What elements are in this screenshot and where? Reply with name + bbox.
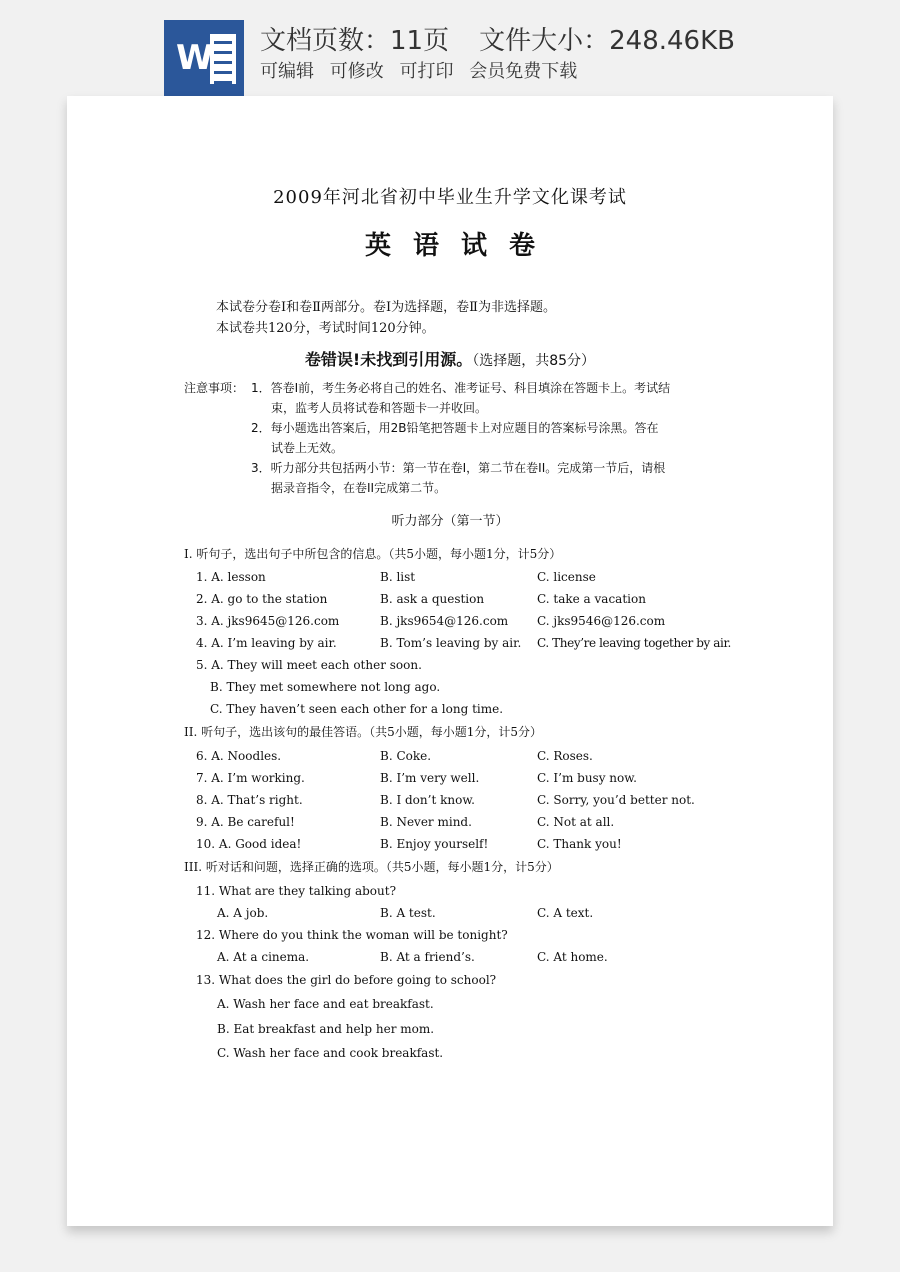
- document-stats: [260, 20, 735, 57]
- document-features: [260, 57, 587, 83]
- q13-option-a: A. Wash her face and eat breakfast.: [217, 997, 434, 1011]
- q5-option-a: 5. A. They will meet each other soon.: [196, 658, 422, 672]
- page-count-label: 文档页数：: [260, 26, 391, 56]
- q8-option-a: 8. A. That’s right.: [196, 793, 303, 807]
- q11-option-c: C. A text.: [537, 906, 594, 920]
- q8-option-b: B. I don’t know.: [380, 793, 475, 807]
- feature-member-download: 会员免费下载: [469, 61, 578, 82]
- intro-line-1: 本试卷分卷Ⅰ和卷Ⅱ两部分。卷Ⅰ为选择题，卷Ⅱ为非选择题。: [216, 300, 556, 315]
- notice-2-line-2: 试卷上无效。: [271, 441, 344, 455]
- q3-option-c: C. jks9546@126.com: [537, 614, 666, 628]
- q12-option-c: C. At home.: [537, 950, 608, 964]
- q2-option-a: 2. A. go to the station: [196, 592, 328, 606]
- paper-title: 英语试卷: [364, 231, 557, 261]
- q13-question: 13. What does the girl do before going to school?: [196, 973, 497, 987]
- notice-3-line-1: 3．听力部分共包括两小节：第一节在卷I，第二节在卷II。完成第一节后，请根: [251, 461, 666, 475]
- q12-option-a: A. At a cinema.: [217, 950, 310, 964]
- part1-heading: I. 听句子，选出句子中所包含的信息。（共5小题，每小题1分，计5分）: [184, 547, 562, 561]
- q9-option-a: 9. A. Be careful!: [196, 815, 295, 829]
- q10-option-c: C. Thank you!: [537, 837, 622, 851]
- feature-modifiable: 可修改: [329, 61, 384, 82]
- feature-editable: 可编辑: [260, 61, 314, 82]
- q13-option-c: C. Wash her face and cook breakfast.: [217, 1046, 444, 1060]
- q1-option-a: 1. A. lesson: [196, 570, 266, 584]
- notice-label: 注意事项：: [184, 381, 245, 395]
- q2-option-b: B. ask a question: [380, 592, 485, 606]
- q13-option-b: B. Eat breakfast and help her mom.: [217, 1022, 435, 1036]
- q6-option-c: C. Roses.: [537, 749, 593, 763]
- q4-option-a: 4. A. I’m leaving by air.: [196, 636, 337, 650]
- document-page: [67, 96, 833, 1226]
- q7-option-a: 7. A. I’m working.: [196, 771, 305, 785]
- q12-option-b: B. At a friend’s.: [380, 950, 475, 964]
- q2-option-c: C. take a vacation: [537, 592, 646, 606]
- q3-option-a: 3. A. jks9645@126.com: [196, 614, 340, 628]
- word-file-icon: [164, 20, 244, 96]
- notice-3-line-2: 据录音指令，在卷II完成第二节。: [271, 481, 447, 495]
- feature-printable: 可打印: [399, 61, 454, 82]
- q10-option-b: B. Enjoy yourself!: [380, 837, 489, 851]
- q8-option-c: C. Sorry, you’d better not.: [537, 793, 695, 807]
- q5-option-c: C. They haven’t seen each other for a long time.: [210, 702, 504, 716]
- q10-option-a: 10. A. Good idea!: [196, 837, 302, 851]
- q11-option-a: A. A job.: [217, 906, 269, 920]
- file-size-label: 文件大小：: [479, 26, 610, 56]
- q1-option-c: C. license: [537, 570, 596, 584]
- section-error-text: 卷错误!未找到引用源。: [304, 350, 473, 369]
- section-note: （选择题，共85分）: [472, 353, 596, 369]
- q6-option-b: B. Coke.: [380, 749, 432, 763]
- q4-option-c: C. They’re leaving together by air.: [537, 636, 731, 650]
- notice-2-line-1: 2．每小题选出答案后，用2B铅笔把答题卡上对应题目的答案标号涂黑。答在: [251, 421, 659, 435]
- word-icon-lines: [210, 34, 236, 84]
- intro-line-2: 本试卷共120分，考试时间120分钟。: [216, 321, 435, 336]
- q9-option-b: B. Never mind.: [380, 815, 472, 829]
- file-size-value: 248.46KB: [609, 26, 735, 56]
- q12-question: 12. Where do you think the woman will be tonight?: [196, 928, 508, 942]
- part2-heading: II. 听句子，选出该句的最佳答语。（共5小题，每小题1分，计5分）: [184, 725, 543, 739]
- q6-option-a: 6. A. Noodles.: [196, 749, 282, 763]
- exam-title: 2009年河北省初中毕业生升学文化课考试: [273, 187, 627, 208]
- part3-heading: III. 听对话和问题，选择正确的选项。（共5小题，每小题1分，计5分）: [184, 860, 559, 874]
- notice-1-line-2: 束，监考人员将试卷和答题卡一并收回。: [271, 401, 488, 415]
- q7-option-b: B. I’m very well.: [380, 771, 480, 785]
- document-info-banner: [0, 0, 900, 96]
- word-icon-letter: W: [176, 38, 214, 78]
- notice-1-line-1: 1．答卷I前，考生务必将自己的姓名、准考证号、科目填涂在答题卡上。考试结: [251, 381, 671, 395]
- q9-option-c: C. Not at all.: [537, 815, 615, 829]
- listening-section-title: 听力部分（第一节）: [391, 514, 509, 529]
- q11-option-b: B. A test.: [380, 906, 436, 920]
- section-heading: [67, 352, 833, 369]
- page-count-value: 11页: [390, 26, 450, 56]
- q7-option-c: C. I’m busy now.: [537, 771, 637, 785]
- q4-option-b: B. Tom’s leaving by air.: [380, 636, 522, 650]
- q1-option-b: B. list: [380, 570, 416, 584]
- q3-option-b: B. jks9654@126.com: [380, 614, 509, 628]
- q11-question: 11. What are they talking about?: [196, 884, 396, 898]
- q5-option-b: B. They met somewhere not long ago.: [210, 680, 441, 694]
